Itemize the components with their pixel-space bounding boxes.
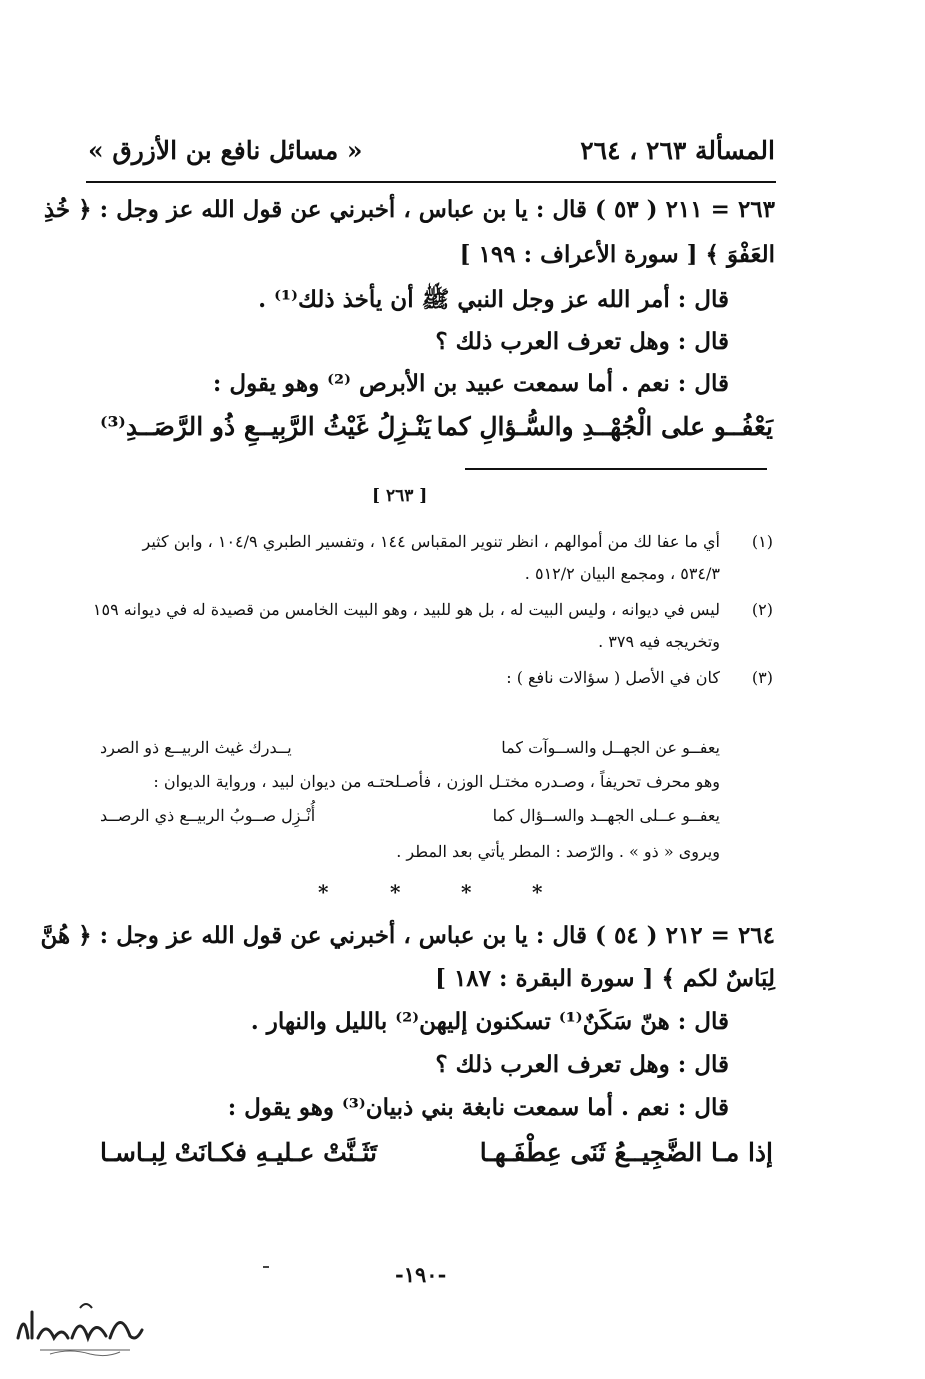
- quote-verse1-first: يعفــو عن الجهــل والســوآت كما: [501, 738, 720, 757]
- separator-star: *: [318, 880, 329, 904]
- q263-poem-second-hemistich: يَنْـزِلُ غَيْثُ الرَّبِيــعِ ذُو الرَّصَــدِ⁽³⁾: [100, 412, 431, 441]
- separator-star: *: [390, 880, 401, 904]
- footnote-section-label: [ ٢٦٣ ]: [372, 486, 428, 506]
- page-number: -١٩٠-: [395, 1262, 447, 1287]
- quote-verse2-first: يعفــو عــلى الجهــد والســؤال كما: [492, 806, 720, 825]
- q264-line1: ٢٦٤ = ٢١٢ ( ٥٤ ) قال : يا بن عباس ، أخبرني عن قول الله عز وجل : ﴿ هُنَّ: [40, 922, 775, 949]
- quote-comment: وهو محرف تحريفاً ، وصـدره مختـل الوزن ، فأصـلحتـه من ديوان لبيد ، ورواية الديوان :: [153, 772, 720, 791]
- footnote-3-number: (٣): [751, 668, 773, 687]
- footnote-3-line1: كان في الأصل ( سؤالات نافع ) :: [506, 668, 720, 687]
- quote-variant-note: ويروى « ذو » . والرّصد : المطر يأتي بعد المطر .: [396, 842, 720, 861]
- q263-answer: قال : أمر الله عز وجل النبي ﷺ أن يأخذ ذلك⁽¹⁾ .: [258, 286, 729, 313]
- footnote-1-line1: أي ما عفا لك من أموالهم ، انظر تنوير المقباس ١٤٤ ، وتفسير الطبري ١٠٤/٩ ، وابن كثير: [142, 532, 720, 551]
- footnote-2-line1: ليس في ديوانه ، وليس البيت له ، بل هو للبيد ، وهو البيت الخامس من قصيدة له في ديوانه ١٥٩: [92, 600, 720, 619]
- q263-poem-first-hemistich: يَعْفُــو على الْجُهْــدِ والسُّـؤالِ كما: [436, 412, 773, 441]
- scan-mark: [263, 1266, 269, 1268]
- q264-question: قال : وهل تعرف العرب ذلك ؟: [435, 1051, 729, 1078]
- header-chapter: المسألة ٢٦٣ ، ٢٦٤: [580, 136, 775, 165]
- q264-line2: لِبَاسٌ لكم ﴾ [ سورة البقرة : ١٨٧ ]: [435, 965, 775, 992]
- q263-reply: قال : نعم . أما سمعت عبيد بن الأبرص ⁽²⁾ وهو يقول :: [212, 370, 729, 397]
- q264-poem-second-hemistich: تَثَـنَّتْ عـليـهِ فكـانَتْ لِبـاسـا: [100, 1138, 378, 1167]
- separator-star: *: [532, 880, 543, 904]
- footnote-2-line2: وتخريجه فيه ٣٧٩ .: [598, 632, 720, 651]
- quote-verse1-second: يــدرك غيث الربيــع ذو الصرد: [100, 738, 292, 757]
- separator-star: *: [461, 880, 472, 904]
- q264-poem-first-hemistich: إذا مـا الضَّجِيــعُ ثَنَى عِطْفَـهـا: [479, 1138, 773, 1167]
- q264-answer: قال : هنّ سَكَنٌ⁽¹⁾ تسكنون إليهن⁽²⁾ بالليل والنهار .: [250, 1008, 729, 1035]
- q264-reply: قال : نعم . أما سمعت نابغة بني ذبيان⁽³⁾ وهو يقول :: [227, 1094, 729, 1121]
- footnote-1-line2: ٥٣٤/٣ ، ومجمع البيان ٥١٢/٢ .: [524, 564, 720, 583]
- q263-line2: العَفْوَ ﴾ [ سورة الأعراف : ١٩٩ ]: [459, 241, 775, 268]
- footnote-rule: [465, 468, 767, 470]
- q263-line1: ٢٦٣ = ٢١١ ( ٥٣ ) قال : يا بن عباس ، أخبرني عن قول الله عز وجل : ﴿ خُذِ: [43, 196, 775, 223]
- header-book-title: « مسائل نافع بن الأزرق »: [88, 136, 363, 165]
- section-separator: [0, 880, 925, 904]
- footnote-2-number: (٢): [751, 600, 773, 619]
- q263-question: قال : وهل تعرف العرب ذلك ؟: [435, 328, 729, 355]
- footnote-1-number: (١): [751, 532, 773, 551]
- header-rule: [86, 181, 776, 183]
- signature-logo: [10, 1290, 150, 1360]
- quote-verse2-second: أُنْـزِل صــوبُ الربيــع ذي الرصــد: [100, 806, 316, 825]
